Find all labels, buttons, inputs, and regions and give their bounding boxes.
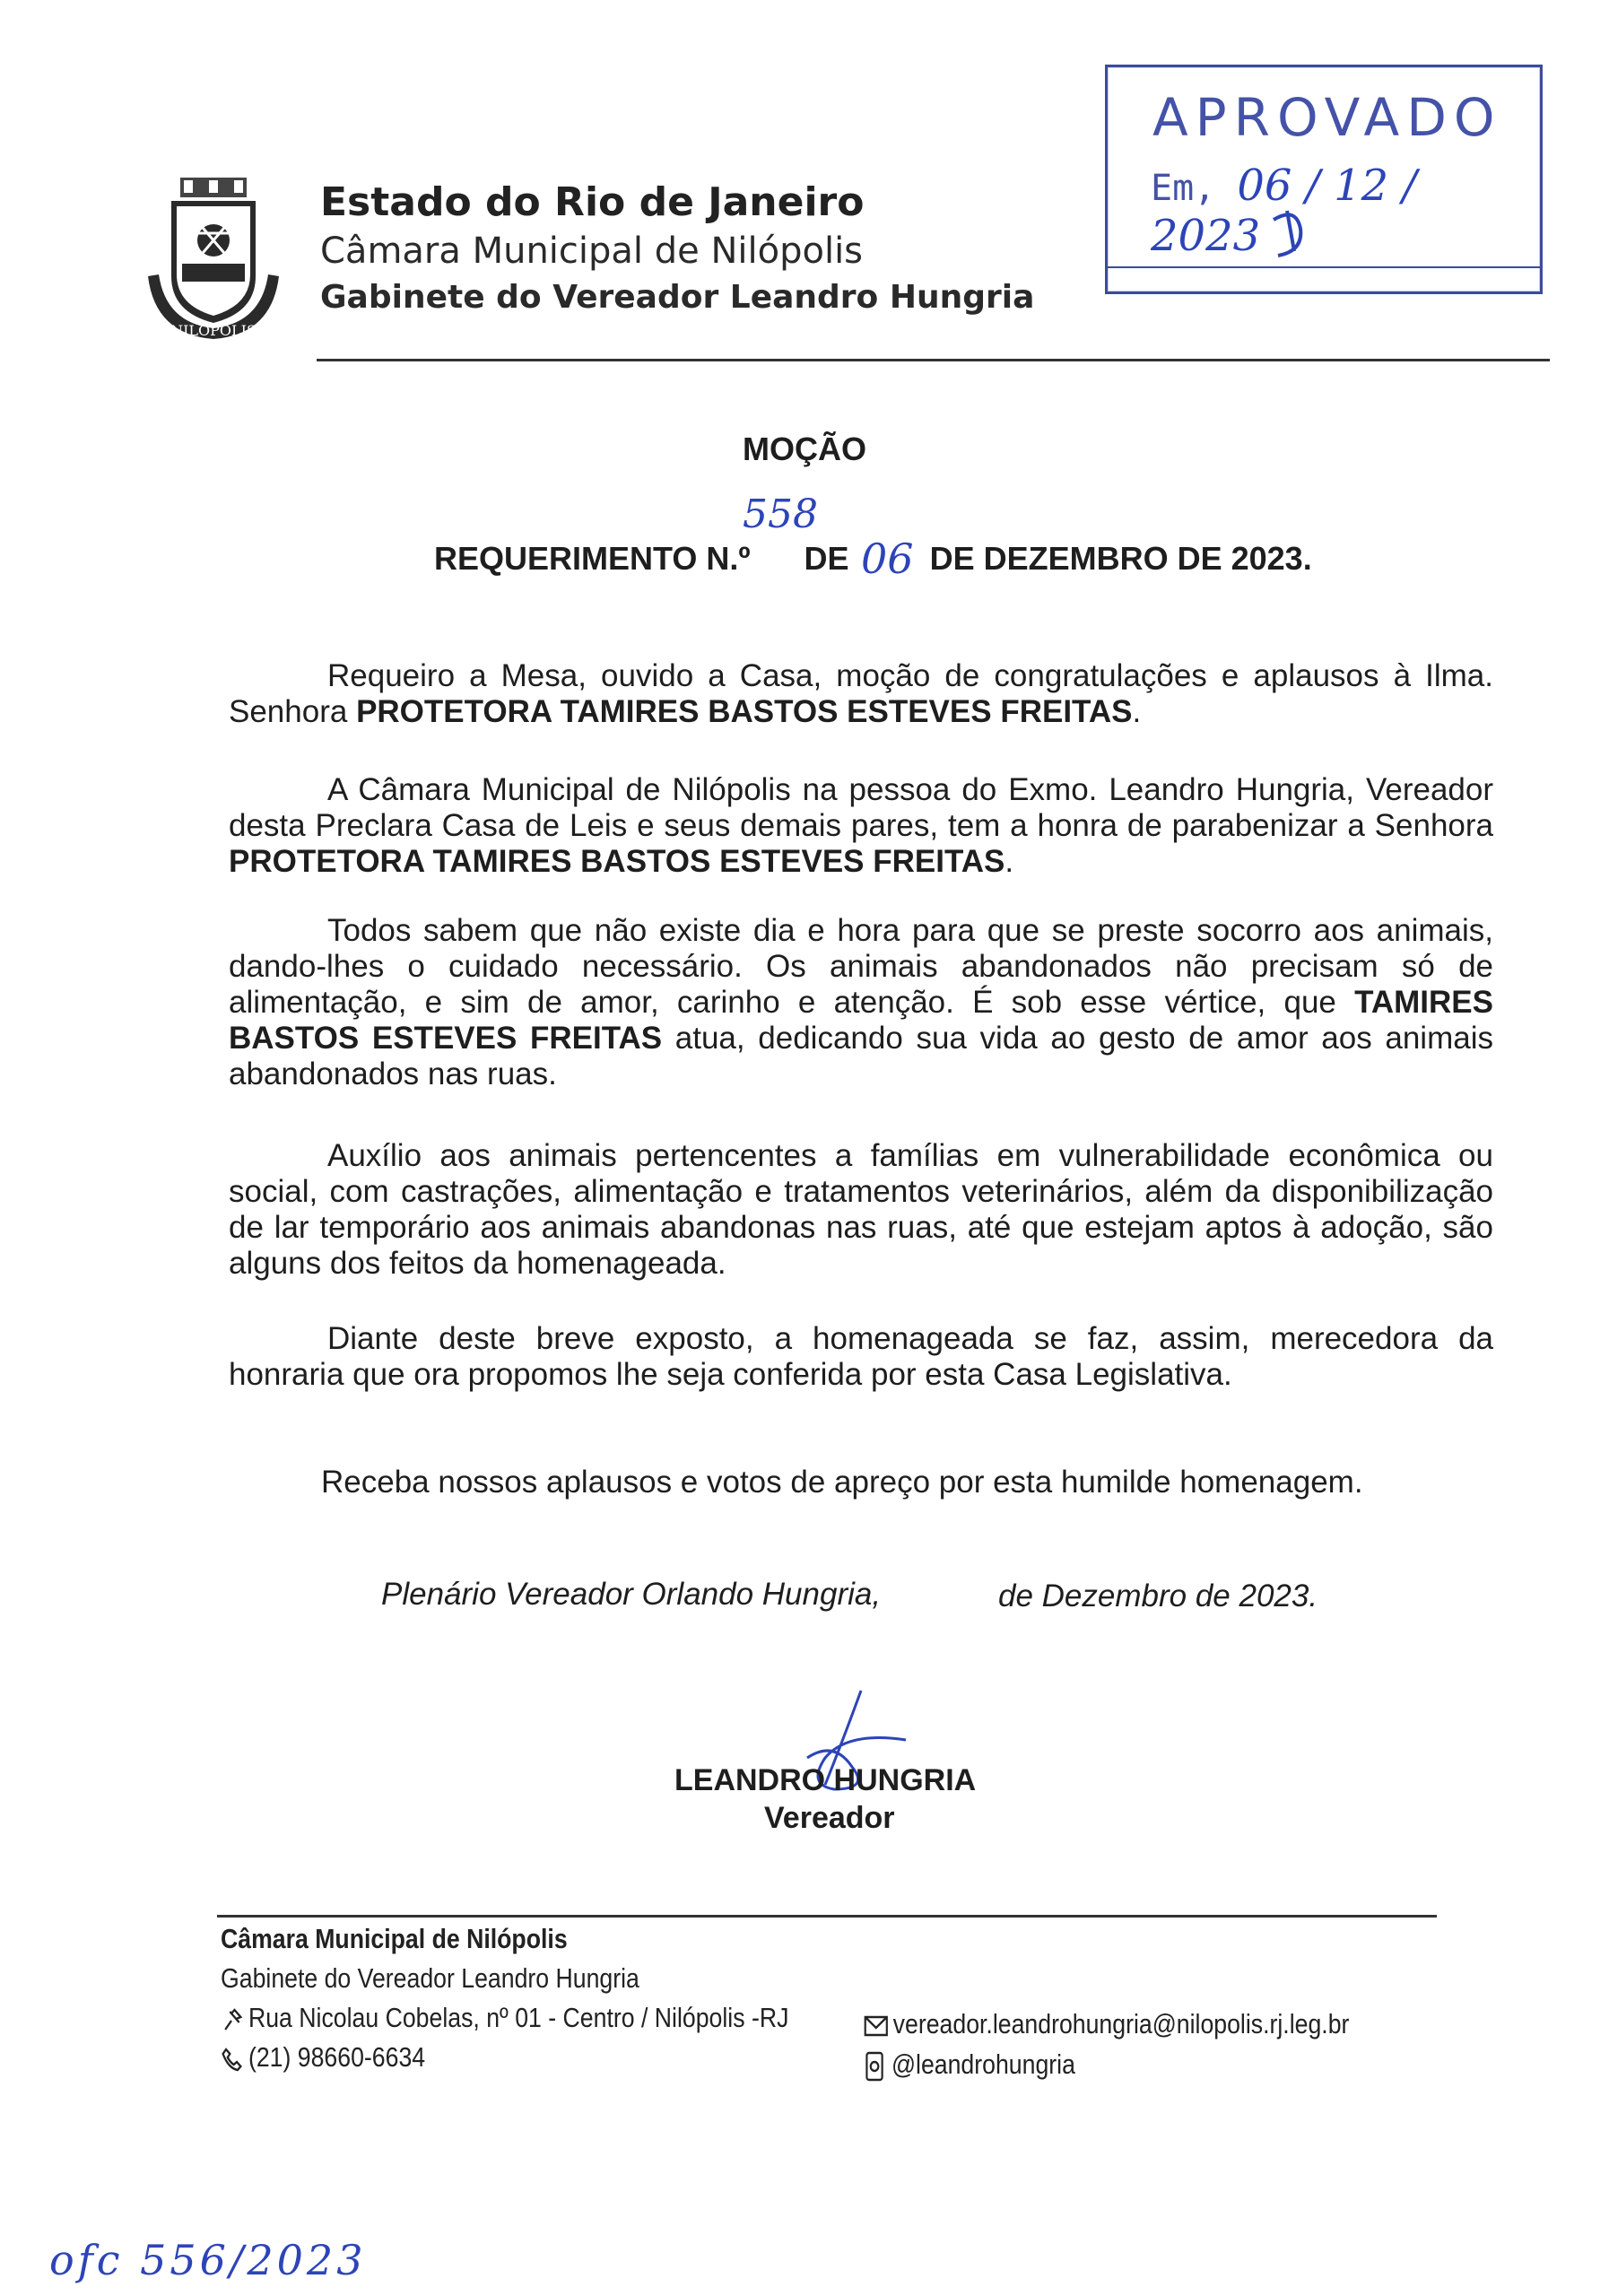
paragraph-5: Diante deste breve exposto, a homenageada se faz, assim, merecedora da honraria que ora propomos lhe seja conferida por esta Casa Legislativa. bbox=[229, 1321, 1493, 1392]
phone-icon bbox=[221, 2046, 244, 2073]
letterhead bbox=[320, 178, 1034, 321]
handwritten-request-number: 558 bbox=[743, 491, 818, 537]
handwritten-day: 06 bbox=[861, 535, 914, 583]
office-name: Gabinete do Vereador Leandro Hungria bbox=[320, 279, 1035, 316]
document-type: MOÇÃO bbox=[743, 430, 866, 467]
p2-end: . bbox=[1005, 844, 1014, 879]
p2-text: A Câmara Municipal de Nilópolis na pessoa do Exmo. Leandro Hungria, Vereador desta Preclara Casa de Leis e seus demais pares, tem a honra de parabenizar a Senhora bbox=[229, 772, 1493, 843]
footer-office: Gabinete do Vereador Leandro Hungria bbox=[221, 1962, 639, 1994]
p1-end: . bbox=[1132, 694, 1142, 729]
closing-line: Receba nossos aplausos e votos de apreço por esta humilde homenagem. bbox=[321, 1465, 1363, 1500]
approval-stamp bbox=[1105, 65, 1543, 294]
signer-name: LEANDRO HUNGRIA bbox=[674, 1763, 977, 1797]
state-name: Estado do Rio de Janeiro bbox=[320, 179, 865, 225]
archive-note: ofc 556/2023 bbox=[49, 2236, 367, 2284]
request-de: DE bbox=[804, 540, 849, 577]
pin-icon bbox=[221, 2006, 244, 2033]
footer-phone bbox=[221, 2038, 425, 2077]
footer-email-text[interactable]: vereador.leandrohungria@nilopolis.rj.leg.br bbox=[892, 2008, 1350, 2039]
request-date-rest: DE DEZEMBRO DE 2023. bbox=[929, 540, 1312, 577]
footer-org: Câmara Municipal de Nilópolis bbox=[221, 1923, 568, 1954]
p2-honoree: PROTETORA TAMIRES BASTOS ESTEVES FREITAS bbox=[229, 844, 1005, 879]
stamp-bottom-line bbox=[1108, 266, 1540, 268]
stamp-date bbox=[1151, 161, 1540, 261]
footer-address bbox=[221, 1998, 788, 2038]
instagram-icon bbox=[864, 2051, 887, 2082]
place-date: de Dezembro de 2023. bbox=[998, 1578, 1318, 1613]
header-divider bbox=[317, 359, 1550, 361]
request-label: REQUERIMENTO N.º bbox=[434, 540, 751, 577]
stamp-date-prefix: Em, bbox=[1151, 168, 1216, 209]
stamp-title: APROVADO bbox=[1152, 87, 1502, 148]
crest-text: NILOPOLIS bbox=[170, 322, 257, 339]
footer-divider bbox=[217, 1915, 1437, 1918]
stamp-date-handwritten: 06 / 12 / 2023 bbox=[1151, 161, 1417, 261]
footer-address-text: Rua Nicolau Cobelas, nº 01 - Centro / Nilópolis -RJ bbox=[248, 2002, 789, 2033]
paragraph-2 bbox=[229, 772, 1493, 880]
footer-social-text[interactable]: @leandrohungria bbox=[891, 2048, 1075, 2080]
footer-phone-text: (21) 98660-6634 bbox=[248, 2041, 426, 2073]
mail-icon bbox=[864, 2014, 889, 2038]
footer-email[interactable] bbox=[864, 2005, 1349, 2044]
paragraph-3 bbox=[229, 913, 1493, 1092]
paragraph-1 bbox=[229, 658, 1493, 730]
municipal-crest-logo bbox=[146, 178, 281, 341]
signer-role: Vereador bbox=[764, 1801, 895, 1835]
footer-social[interactable] bbox=[864, 2045, 1075, 2084]
stamp-initial-scribble bbox=[1260, 202, 1323, 265]
place-line: Plenário Vereador Orlando Hungria, bbox=[381, 1577, 882, 1612]
council-name: Câmara Municipal de Nilópolis bbox=[320, 230, 864, 272]
p3-end: atua, dedicando sua vida ao gesto de amor aos animais abandonados nas ruas. bbox=[229, 1021, 1493, 1091]
p3-honoree: TAMIRES BASTOS ESTEVES FREITAS bbox=[229, 985, 1493, 1056]
paragraph-4: Auxílio aos animais pertencentes a famílias em vulnerabilidade econômica ou social, com castrações, alimentação e tratamentos veterinários, além da disponibilização de lar temporário aos animais abandonas nas ruas, até que estejam aptos à adoção, são alguns dos feitos da homenageada. bbox=[229, 1138, 1493, 1281]
p1-honoree: PROTETORA TAMIRES BASTOS ESTEVES FREITAS bbox=[356, 694, 1133, 729]
p1-text: Requeiro a Mesa, ouvido a Casa, moção de congratulações e aplausos à Ilma. Senhora bbox=[229, 658, 1493, 729]
p3-text: Todos sabem que não existe dia e hora para que se preste socorro aos animais, dando-lhes o cuidado necessário. Os animais abandonados não precisam só de alimentação, e sim de amor, carinho e atenção. É sob esse vértice, que bbox=[229, 913, 1493, 1020]
